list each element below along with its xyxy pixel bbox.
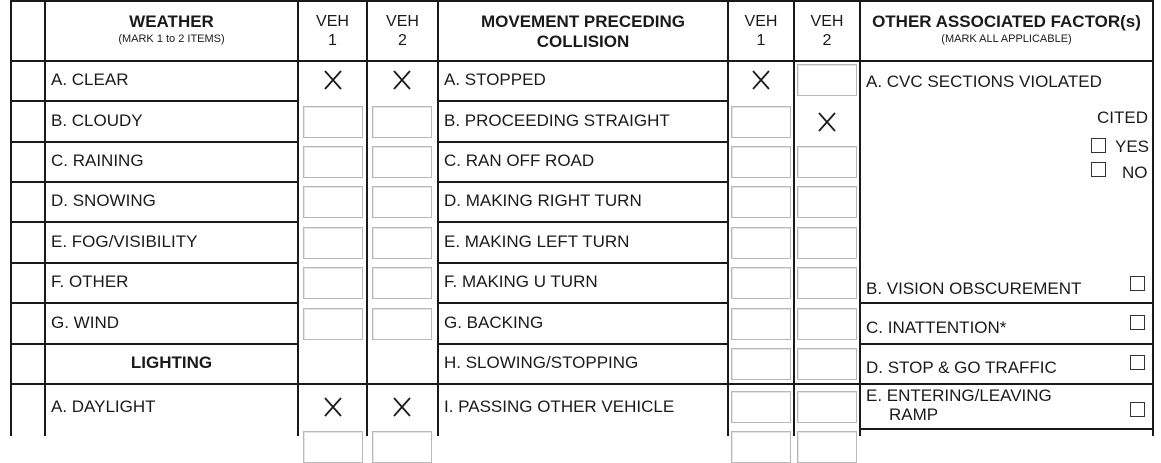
veh1-number: 1 [756,32,766,49]
weather-other-veh2-checkbox[interactable] [372,267,432,299]
veh1-header [299,12,366,50]
weather-fog-veh2-checkbox[interactable] [372,227,432,259]
weather-cloudy-veh1-checkbox[interactable] [303,106,363,138]
grid-line [437,221,727,223]
grid-line [437,343,727,345]
veh2-number: 2 [398,32,407,49]
weather-subtitle: (MARK 1 to 2 ITEMS) [118,33,225,45]
veh2-header [368,12,437,50]
movement-option: E. MAKING LEFT TURN [444,232,630,251]
grid-line [859,302,1153,304]
grid-line [727,0,729,436]
daylight-veh2-checkbox[interactable] [372,391,432,423]
entering-leaving-ramp-checkbox[interactable] [1130,402,1145,417]
weather-other-veh1-checkbox[interactable] [303,267,363,299]
weather-option: G. WIND [51,313,119,332]
grid-line [10,221,297,223]
grid-line [366,0,368,436]
factor-entering-leaving-ramp: RAMP [889,405,939,424]
ran-off-road-veh1-checkbox[interactable] [731,146,791,178]
movement-option: I. PASSING OTHER VEHICLE [444,397,675,416]
cited-yes-checkbox[interactable] [1091,138,1106,153]
factor-stop-go-traffic: D. STOP & GO TRAFFIC [866,358,1057,377]
grid-line [437,262,727,264]
grid-line [437,141,727,143]
grid-line [859,0,861,436]
veh1-label: VEH [316,13,349,30]
weather-option: F. OTHER [51,272,129,291]
backing-veh2-checkbox[interactable] [797,308,857,340]
x-mark-icon [372,64,432,96]
cvc-sections-label: A. CVC SECTIONS VIOLATED [866,72,1102,91]
grid-line [297,0,299,436]
movement-header [439,12,727,52]
veh1-header [729,12,793,50]
veh1-number: 1 [328,32,337,49]
cited-no-label: NO [1122,163,1148,182]
factors-header [861,12,1152,46]
proceeding-straight-veh1-checkbox[interactable] [731,106,791,138]
weather-wind-veh1-checkbox[interactable] [303,308,363,340]
movement-option: G. BACKING [444,313,544,332]
veh2-label: VEH [386,13,419,30]
weather-snowing-veh1-checkbox[interactable] [303,186,363,218]
grid-line [437,181,727,183]
movement-option: B. PROCEEDING STRAIGHT [444,111,670,130]
proceeding-straight-veh2-checkbox[interactable] [797,106,857,138]
weather-header [46,12,297,46]
inattention-checkbox[interactable] [1130,315,1145,330]
grid-line [793,0,795,436]
movement-option: H. SLOWING/STOPPING [444,353,639,372]
stopped-veh2-checkbox[interactable] [797,64,857,96]
cited-no-checkbox[interactable] [1091,162,1106,177]
weather-title: WEATHER [129,12,214,31]
weather-option: E. FOG/VISIBILITY [51,232,198,251]
left-turn-veh1-checkbox[interactable] [731,227,791,259]
grid-line [10,0,1153,2]
factor-inattention: C. INATTENTION* [866,318,1007,337]
movement-option: A. STOPPED [444,70,546,89]
daylight-veh1-checkbox[interactable] [303,391,363,423]
grid-line [10,262,297,264]
grid-line [10,60,1153,62]
factor-vision-obscurement: B. VISION OBSCUREMENT [866,279,1082,298]
weather-option: A. CLEAR [51,70,129,89]
weather-clear-veh2-checkbox[interactable] [372,64,432,96]
weather-fog-veh1-checkbox[interactable] [303,227,363,259]
weather-raining-veh2-checkbox[interactable] [372,146,432,178]
grid-line [10,383,1153,385]
slowing-veh2-checkbox[interactable] [797,348,857,380]
weather-clear-veh1-checkbox[interactable] [303,64,363,96]
weather-wind-veh2-checkbox[interactable] [372,308,432,340]
weather-snowing-veh2-checkbox[interactable] [372,186,432,218]
grid-line [10,343,297,345]
veh2-header [795,12,859,50]
grid-line [10,181,297,183]
grid-line [437,100,727,102]
movement-title-line1: MOVEMENT PRECEDING [480,12,686,31]
veh1-label: VEH [744,13,778,30]
x-mark-icon [797,106,857,138]
veh2-number: 2 [822,32,832,49]
grid-line [1152,0,1154,436]
movement-title-line2: COLLISION [536,32,630,51]
grid-line [10,302,297,304]
grid-line [10,0,12,436]
lighting-option: A. DAYLIGHT [51,397,156,416]
stop-go-traffic-checkbox[interactable] [1130,355,1145,370]
passing-veh2-checkbox[interactable] [797,391,857,423]
ran-off-road-veh2-checkbox[interactable] [797,146,857,178]
grid-line [437,0,439,436]
weather-option: B. CLOUDY [51,111,143,130]
cited-yes-label: YES [1115,137,1150,156]
weather-option: C. RAINING [51,151,144,170]
backing-veh1-checkbox[interactable] [731,308,791,340]
factors-title: OTHER ASSOCIATED FACTOR(s) [872,12,1141,31]
factors-subtitle: (MARK ALL APPLICABLE) [941,33,1072,45]
grid-line [859,343,1153,345]
u-turn-veh2-checkbox[interactable] [797,267,857,299]
factor-entering-leaving: E. ENTERING/LEAVING [866,386,1052,405]
x-mark-icon [372,391,432,423]
grid-line [10,100,297,102]
stopped-veh1-checkbox[interactable] [731,64,791,96]
right-turn-veh2-checkbox[interactable] [797,186,857,218]
cited-label: CITED [1097,108,1148,127]
weather-cloudy-veh2-checkbox[interactable] [372,106,432,138]
movement-option: F. MAKING U TURN [444,272,598,291]
veh2-label: VEH [810,13,844,30]
grid-line [859,428,1153,430]
weather-option: D. SNOWING [51,191,156,210]
right-turn-veh1-checkbox[interactable] [731,186,791,218]
weather-raining-veh1-checkbox[interactable] [303,146,363,178]
u-turn-veh1-checkbox[interactable] [731,267,791,299]
left-turn-veh2-checkbox[interactable] [797,227,857,259]
x-mark-icon [303,64,363,96]
movement-option: C. RAN OFF ROAD [444,151,595,170]
x-mark-icon [303,391,363,423]
vision-obscurement-checkbox[interactable] [1130,276,1145,291]
lighting-header: LIGHTING [130,353,213,372]
passing-veh1-checkbox[interactable] [731,391,791,423]
grid-line [437,302,727,304]
grid-line [10,141,297,143]
x-mark-icon [731,64,791,96]
slowing-veh1-checkbox[interactable] [731,348,791,380]
movement-option: D. MAKING RIGHT TURN [444,191,642,210]
